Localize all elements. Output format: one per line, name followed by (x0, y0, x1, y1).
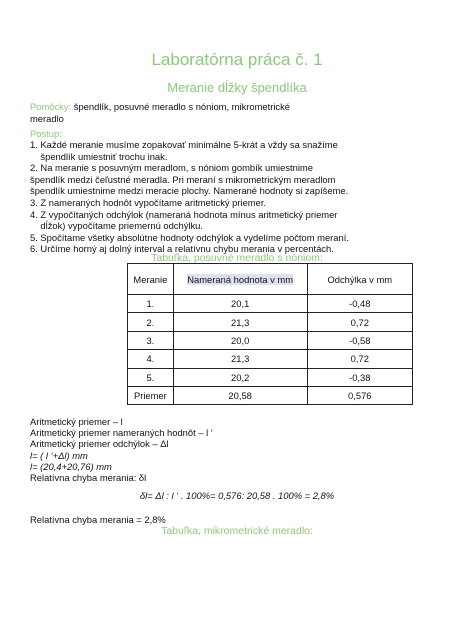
table-row (128, 313, 413, 331)
table-cell: 20,0 (173, 331, 307, 349)
table1-title: Tabuľka, posuvné meradlo s nóniom: (151, 252, 323, 264)
table-cell: 4. (128, 350, 174, 368)
table2-title: Tabuľka, mikrometrické meradlo: (161, 525, 313, 537)
procedure-step-line: dĺžok) vypočítame priemernú odchýlku. (30, 220, 203, 232)
table-cell: 21,3 (173, 313, 307, 331)
table-row (128, 350, 413, 368)
document-subtitle: Meranie dĺžky špendlíka (167, 80, 307, 95)
procedure-step-line: špendlík umiestnime medzi meracie plochy. Namerané hodnoty si zapíšeme. (30, 185, 349, 197)
procedure-steps (30, 139, 455, 255)
calc-line-3: Aritmetický priemer odchýlok – Δl (30, 438, 169, 450)
procedure-step-line: špendlík medzi čeľustné meradla. Pri meraní s mikrometrickým meradlom (30, 173, 336, 185)
table-header-row (128, 264, 413, 295)
relative-error-result: Relatívna chyba merania = 2,8% (30, 514, 166, 525)
procedure-step-line: špendlík umiestniť trochu inak. (30, 150, 168, 162)
procedure-step (30, 232, 455, 244)
procedure-step-line: 3. Z nameraných hodnôt vypočítame aritmetický priemer. (30, 196, 267, 208)
table-cell: 1. (128, 295, 174, 313)
procedure-step-line: 4. Z vypočítaných odchýlok (nameraná hodnota mínus aritmetický priemer (30, 208, 338, 220)
procedure-step (30, 139, 455, 162)
procedure-label: Postup: (30, 128, 62, 139)
tools-text-line1: špendlík, posuvné meradlo s nóniom, mikrometrické (71, 101, 291, 112)
calculations-block (30, 416, 450, 483)
calc-line-6: Relatívna chyba merania: δl (30, 472, 147, 484)
procedure-step-line: 6. Určíme horný aj dolný interval a relatívnu chybu merania v percentách. (30, 243, 334, 255)
procedure-step-line: 5. Spočítame všetky absolútne hodnoty odchýlok a vydelíme počtom meraní. (30, 231, 349, 243)
calc-line-2: Aritmetický priemer nameraných hodnôt – l ‘ (30, 427, 213, 439)
table-row (128, 295, 413, 313)
table-cell: 20,1 (173, 295, 307, 313)
tools-label: Pomôcky: (30, 101, 72, 112)
calc-line-4: l= ( l ‘+Δl) mm (30, 449, 88, 461)
table-cell: -0,48 (307, 295, 412, 313)
table-cell: 0,72 (307, 313, 412, 331)
header-deviation: Odchýlka v mm (307, 264, 412, 295)
table-cell: -0,58 (307, 331, 412, 349)
table-cell: Priemer (128, 386, 174, 404)
measurement-table (127, 263, 413, 405)
calc-line-1: Aritmetický priemer – l (30, 416, 123, 427)
procedure-step (30, 209, 455, 232)
procedure-step (30, 162, 455, 197)
table-row (128, 386, 413, 404)
table-row (128, 368, 413, 386)
table-cell: 21,3 (173, 350, 307, 368)
table-cell: 20,2 (173, 368, 307, 386)
relative-error-formula: δl= Δl : l ‘ . 100%= 0,576: 20,58 . 100% = 2,8% (139, 490, 335, 501)
table-cell: 0,576 (307, 386, 412, 404)
header-value: Nameraná hodnota v mm (173, 264, 307, 295)
procedure-step-line: 2. Na meranie s posuvným meradlom, s nóniom gombík umiestnime (30, 162, 313, 174)
calc-line-5: l= (20,4+20,76) mm (30, 460, 112, 472)
procedure-step (30, 197, 455, 209)
table-cell: 2. (128, 313, 174, 331)
table-cell: 0,72 (307, 350, 412, 368)
header-measurement: Meranie (128, 264, 174, 295)
table-row (128, 331, 413, 349)
procedure-step-line: 1. Každé meranie musíme zopakovať minimálne 5-krát a vždy sa snažíme (30, 139, 338, 150)
document-title: Laboratórna práca č. 1 (151, 50, 323, 69)
table-cell: 3. (128, 331, 174, 349)
table-cell: -0,38 (307, 368, 412, 386)
tools-paragraph (30, 101, 450, 124)
tools-text-line2: meradlo (30, 112, 64, 124)
table-cell: 5. (128, 368, 174, 386)
table-cell: 20,58 (173, 386, 307, 404)
